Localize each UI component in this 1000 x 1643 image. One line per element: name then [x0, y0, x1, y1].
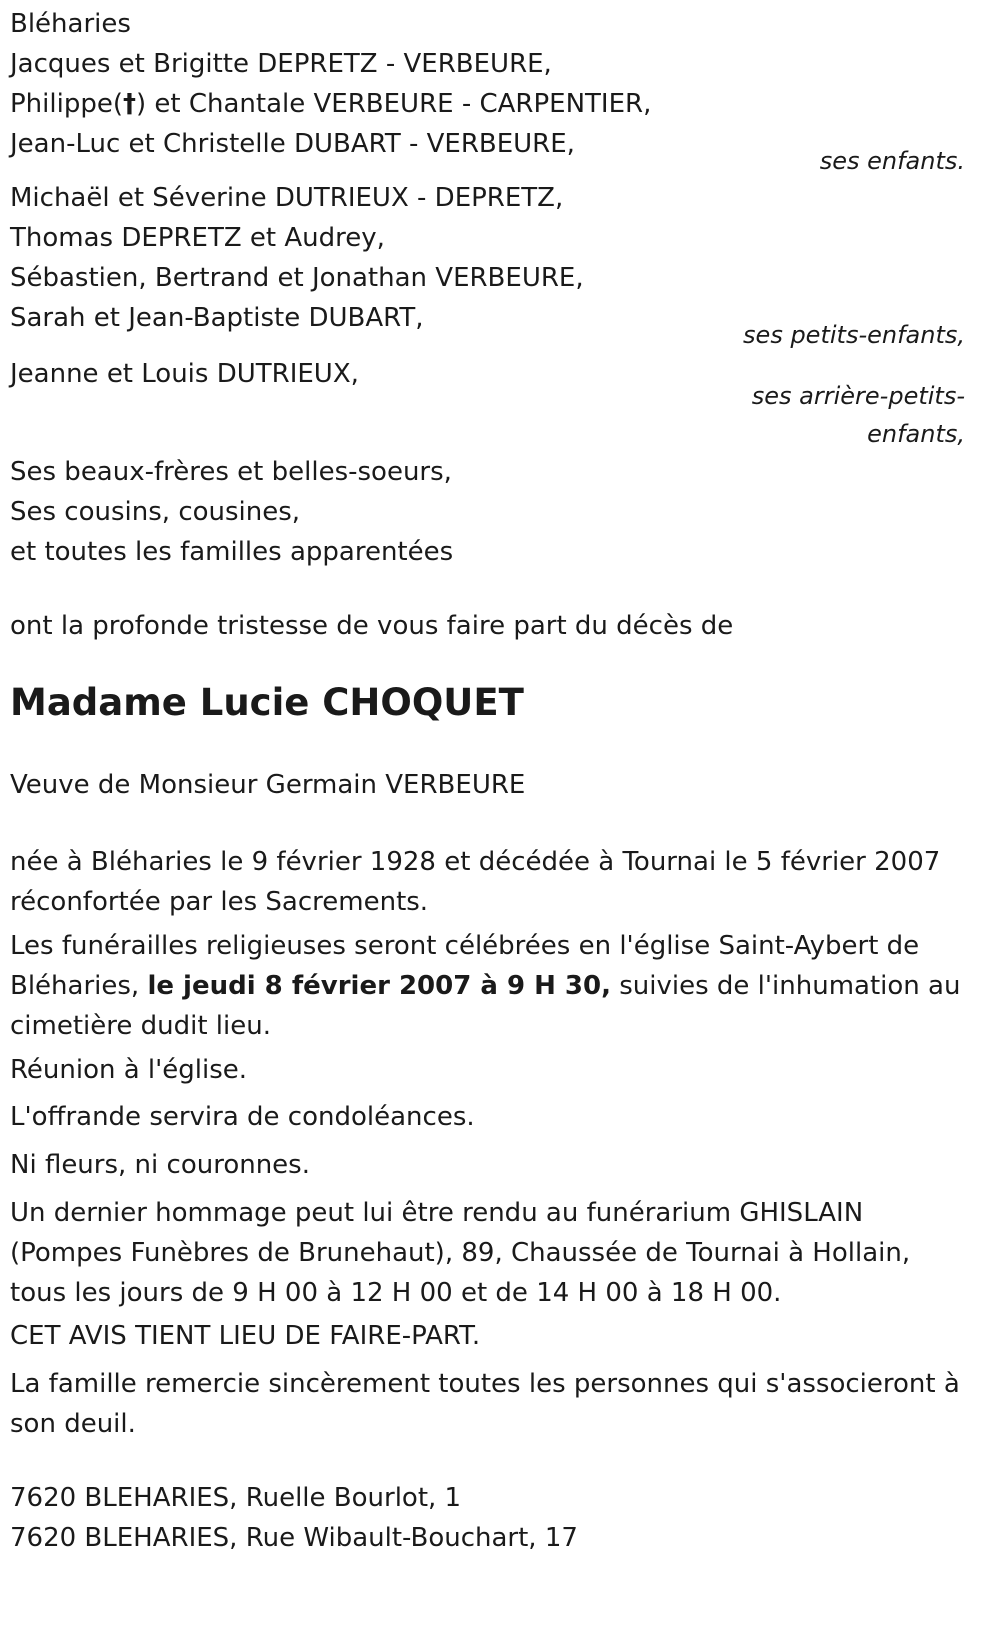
address-line: 7620 BLEHARIES, Rue Wibault-Bouchart, 17	[10, 1523, 578, 1553]
offering-note: L'offrande servira de condoléances.	[10, 1102, 475, 1132]
relatives-line: Ses cousins, cousines,	[10, 497, 301, 527]
place-name: Bléharies	[10, 9, 131, 39]
thanks-section: La famille remercie sincèrement toutes les personnes qui s'associeront à son deuil.	[10, 1369, 960, 1439]
great-grandchildren-role: ses arrière-petits- enfants,	[751, 382, 965, 448]
relatives-line: Ses beaux-frères et belles-soeurs,	[10, 457, 452, 487]
meeting-note: Réunion à l'église.	[10, 1055, 248, 1085]
other-relatives-section	[10, 452, 985, 572]
grandchild-line: Sarah et Jean-Baptiste DUBART,	[10, 303, 424, 333]
birth-death-section: née à Bléharies le 9 février 1928 et décédée à Tournai le 5 février 2007 réconfortée par les Sacrements.	[10, 847, 941, 917]
grandchild-line: Michaël et Séverine DUTRIEUX - DEPRETZ,	[10, 183, 564, 213]
children-section	[10, 4, 985, 164]
child-line: Philippe(†) et Chantale VERBEURE - CARPENTIER,	[10, 89, 652, 119]
funeral-date: le jeudi 8 février 2007 à 9 H 30,	[147, 971, 611, 1001]
tribute-section: Un dernier hommage peut lui être rendu au funérarium GHISLAIN (Pompes Funèbres de Brunehaut), 89, Chaussée de Tournai à Hollain, tous les jours de 9 H 00 à 12 H 00 et de 14 H 00 à 18 H 00.	[10, 1198, 911, 1308]
grandchildren-role: ses petits-enfants,	[743, 321, 965, 349]
grandchildren-section	[10, 178, 985, 338]
widow-of-text: Veuve de Monsieur Germain VERBEURE	[10, 770, 526, 800]
child-line: Jean-Luc et Christelle DUBART - VERBEURE,	[10, 129, 575, 159]
grandchild-line: Sébastien, Bertrand et Jonathan VERBEURE,	[10, 263, 584, 293]
deceased-name: Madame Lucie CHOQUET	[10, 681, 524, 724]
announcement-text: ont la profonde tristesse de vous faire part du décès de	[10, 611, 734, 641]
relatives-line: et toutes les familles apparentées	[10, 537, 454, 567]
cross-symbol: †	[122, 89, 136, 119]
flowers-note: Ni fleurs, ni couronnes.	[10, 1150, 310, 1180]
great-grandchild-line: Jeanne et Louis DUTRIEUX,	[10, 359, 359, 389]
addresses-section	[10, 1478, 985, 1558]
address-line: 7620 BLEHARIES, Ruelle Bourlot, 1	[10, 1483, 462, 1513]
children-role: ses enfants.	[819, 147, 965, 175]
funeral-details: Les funérailles religieuses seront célébrées en l'église Saint-Aybert de Bléharies, le jeudi 8 février 2007 à 9 H 30, suivies de l'inhumation au cimetière dudit lieu.	[10, 931, 961, 1041]
child-line: Jacques et Brigitte DEPRETZ - VERBEURE,	[10, 49, 552, 79]
grandchild-line: Thomas DEPRETZ et Audrey,	[10, 223, 385, 253]
notice-text: CET AVIS TIENT LIEU DE FAIRE-PART.	[10, 1321, 481, 1351]
